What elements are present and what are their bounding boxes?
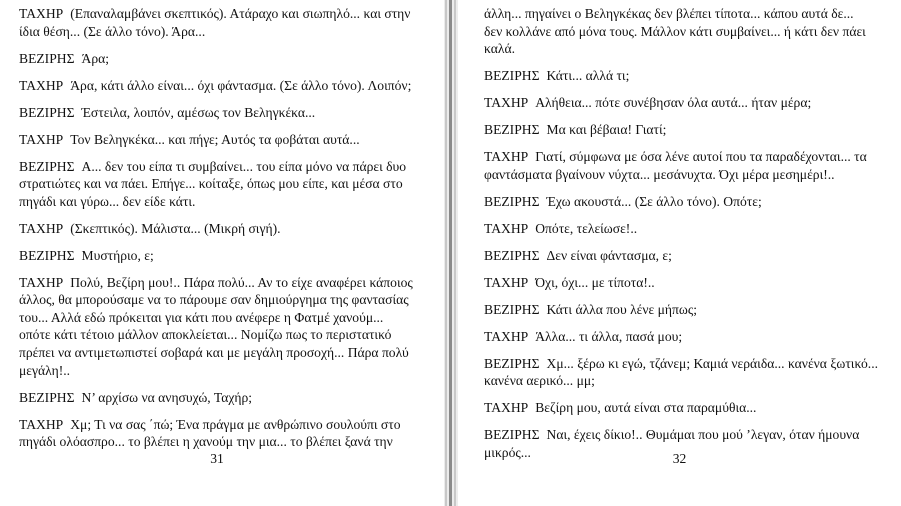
text-line [484, 247, 892, 265]
dialogue-paragraph [19, 220, 429, 238]
dialogue-paragraph [484, 94, 892, 112]
speaker-name: ΤΑΧΗΡ [19, 416, 64, 432]
speaker-name: ΒΕΖΙΡΗΣ [19, 247, 75, 263]
line-text: Κάτι άλλα που λένε μήπως; [546, 301, 697, 317]
page-gutter [444, 0, 458, 506]
speaker-name: ΒΕΖΙΡΗΣ [19, 50, 75, 66]
dialogue-paragraph [484, 328, 892, 346]
speaker-name: ΤΑΧΗΡ [19, 6, 64, 21]
text-line [19, 326, 429, 344]
line-text: Ναι, έχεις δίκιο!.. Θυμάμαι που μού ’λεγαν, όταν ήμουνα [546, 427, 860, 443]
dialogue-paragraph [484, 355, 892, 390]
text-line [484, 148, 892, 166]
text-line [19, 416, 429, 434]
line-text: πηγάδι και γύρω... δεν είδε κάτι. [19, 193, 196, 209]
dialogue-paragraph [19, 131, 429, 149]
speaker-name: ΒΕΖΙΡΗΣ [484, 355, 540, 371]
line-text: Έστειλα, λοιπόν, αμέσως τον Βεληγκέκα... [81, 104, 316, 120]
line-text: Δεν είναι φάντασμα, ε; [546, 247, 672, 263]
line-text: Κάτι... αλλά τι; [546, 68, 630, 84]
line-text: Όχι, όχι... με τίποτα!.. [535, 274, 655, 290]
text-line [19, 220, 429, 238]
line-text: Τον Βεληγκέκα... και πήγε; Αυτός τα φοβάται αυτά... [70, 131, 360, 147]
line-text: (Επαναλαμβάνει σκεπτικός). Ατάραχο και σιωπηλό... και στην [70, 6, 411, 21]
text-line [19, 50, 429, 68]
line-text: Αλήθεια... πότε συνέβησαν όλα αυτά... ήταν μέρα; [535, 95, 812, 111]
dialogue-paragraph [484, 193, 892, 211]
line-text: οπότε κάτι τέτοιο μάλλον αποκλείεται... Νομίζω πως το περιστατικό [19, 327, 392, 343]
text-line [484, 121, 892, 139]
line-text: Πολύ, Βεζίρη μου!.. Πάρα πολύ... Αν το είχε αναφέρει κάποιος [70, 274, 413, 290]
dialogue-paragraph [484, 67, 892, 85]
line-text: στρατιώτες και να πάει. Επήγε... κοίταξε, όπως μου είπε, και μέσα στο [19, 176, 403, 192]
speaker-name: ΤΑΧΗΡ [484, 400, 529, 416]
speaker-name: ΤΑΧΗΡ [19, 274, 64, 290]
speaker-name: ΤΑΧΗΡ [19, 131, 64, 147]
gutter-line [445, 0, 447, 506]
speaker-name: ΤΑΧΗΡ [484, 220, 529, 236]
text-line [484, 399, 892, 417]
line-text: Γιατί, σύμφωνα με όσα λένε αυτοί που τα παραδέχονται... τα [535, 149, 867, 165]
speaker-name: ΤΑΧΗΡ [484, 328, 529, 344]
speaker-name: ΒΕΖΙΡΗΣ [484, 427, 540, 443]
speaker-name: ΒΕΖΙΡΗΣ [484, 193, 540, 209]
dialogue-paragraph [19, 247, 429, 265]
text-line [484, 220, 892, 238]
speaker-name: ΤΑΧΗΡ [484, 95, 529, 111]
dialogue-paragraph [19, 416, 429, 451]
dialogue-paragraph [484, 301, 892, 319]
speaker-name: ΒΕΖΙΡΗΣ [484, 301, 540, 317]
speaker-name: ΤΑΧΗΡ [19, 220, 64, 236]
line-text: Άρα, κάτι άλλο είναι... όχι φάντασμα. (Σε άλλο τόνο). Λοιπόν; [70, 77, 412, 93]
dialogue-paragraph [484, 148, 892, 183]
text-line [19, 158, 429, 176]
line-text: Μυστήριο, ε; [81, 247, 154, 263]
text-line [19, 5, 429, 23]
text-line [484, 67, 892, 85]
line-text: πρέπει να αντιμετωπιστεί σοβαρά και με μεγάλη προσοχή... Πάρα πολύ [19, 345, 409, 361]
line-text: Βεζίρη μου, αυτά είναι στα παραμύθια... [535, 400, 757, 416]
text-line [19, 193, 429, 211]
dialogue-paragraph [484, 5, 892, 58]
speaker-name: ΒΕΖΙΡΗΣ [484, 122, 540, 138]
line-text: (Σκεπτικός). Μάλιστα... (Μικρή σιγή). [70, 220, 281, 236]
gutter-line [454, 0, 456, 506]
dialogue-paragraph [19, 104, 429, 122]
page-body [484, 5, 892, 471]
text-line [484, 166, 892, 184]
text-line [484, 274, 892, 292]
line-text: Άλλα... τι άλλα, πασά μου; [535, 328, 683, 344]
text-line [484, 5, 892, 23]
text-line [484, 40, 892, 58]
line-text: ίδια θέση... (Σε άλλο τόνο). Άρα... [19, 23, 206, 39]
page-number: 32 [672, 451, 687, 466]
speaker-name: ΒΕΖΙΡΗΣ [484, 68, 540, 84]
text-line [19, 104, 429, 122]
line-text: άλλη... πηγαίνει ο Βεληγκέκας δεν βλέπει τίποτα... κάπου αυτά δε... [484, 6, 854, 21]
dialogue-paragraph [484, 220, 892, 238]
dialogue-paragraph [484, 247, 892, 265]
line-text: δεν κολλάνε από μόνα τους. Μάλλον κάτι συμβαίνει... ή κάτι δεν πάει [484, 23, 866, 39]
text-line [19, 247, 429, 265]
dialogue-paragraph [19, 77, 429, 95]
line-text: μικρός... [484, 444, 531, 460]
text-line [19, 23, 429, 41]
line-text: άλλος, θα μπορούσαμε να το πάρουμε σαν δημιούργημα της φαντασίας [19, 292, 409, 308]
line-text: φαντάσματα βγαίνουν νύχτα... μεσάνυχτα. Όχι μέρα μεσημέρι!.. [484, 166, 835, 182]
speaker-name: ΤΑΧΗΡ [19, 77, 64, 93]
line-text: κανένα αερικό... μμ; [484, 373, 595, 389]
page-number: 31 [210, 451, 224, 466]
gutter-line [449, 0, 452, 506]
line-text: Χμ... ξέρω κι εγώ, τζάνεμ; Καμιά νεράιδα... κανένα ξωτικό... [546, 355, 878, 371]
speaker-name: ΤΑΧΗΡ [484, 274, 529, 290]
line-text: Έχω ακουστά... (Σε άλλο τόνο). Οπότε; [546, 193, 762, 209]
line-text: καλά. [484, 41, 515, 57]
text-line [484, 426, 892, 444]
text-line [19, 131, 429, 149]
page-body [19, 5, 429, 460]
text-line [19, 175, 429, 193]
dialogue-paragraph [484, 399, 892, 417]
text-line [19, 362, 429, 380]
line-text: μεγάλη!.. [19, 362, 71, 378]
page-left [0, 0, 444, 506]
speaker-name: ΒΕΖΙΡΗΣ [19, 158, 75, 174]
line-text: Μα και βέβαια! Γιατί; [546, 122, 667, 138]
text-line [19, 433, 429, 451]
text-line [19, 309, 429, 327]
dialogue-paragraph [19, 50, 429, 68]
text-line [484, 355, 892, 373]
line-text: Χμ; Τι να σας ΄πώ; Ένα πράγμα με ανθρώπινο σουλούπι στο [70, 416, 401, 432]
text-line [19, 274, 429, 292]
text-line [484, 301, 892, 319]
line-text: Ν’ αρχίσω να ανησυχώ, Ταχήρ; [81, 389, 253, 405]
dialogue-paragraph [19, 5, 429, 40]
text-line [484, 372, 892, 390]
dialogue-paragraph [19, 389, 429, 407]
text-line [19, 291, 429, 309]
text-line [19, 77, 429, 95]
dialogue-paragraph [484, 121, 892, 139]
text-line [19, 344, 429, 362]
line-text: Άρα; [81, 50, 109, 66]
line-text: πηγάδι ολόασπρο... το βλέπει η χανούμ την μια... το βλέπει ξανά την [19, 434, 393, 450]
line-text: Οπότε, τελείωσε!.. [535, 220, 638, 236]
speaker-name: ΒΕΖΙΡΗΣ [484, 247, 540, 263]
dialogue-paragraph [19, 158, 429, 211]
text-line [484, 23, 892, 41]
text-line [19, 389, 429, 407]
text-line [484, 193, 892, 211]
dialogue-paragraph [484, 274, 892, 292]
text-line [484, 94, 892, 112]
speaker-name: ΒΕΖΙΡΗΣ [19, 389, 75, 405]
dialogue-paragraph [19, 274, 429, 380]
page-right [458, 0, 901, 506]
speaker-name: ΤΑΧΗΡ [484, 149, 529, 165]
line-text: Α... δεν του είπα τι συμβαίνει... του είπα μόνο να πάρει δυο [81, 158, 407, 174]
speaker-name: ΒΕΖΙΡΗΣ [19, 104, 75, 120]
text-line [484, 328, 892, 346]
line-text: του... Αλλά εδώ πρόκειται για κάτι που ανέφερε η Φατμέ χανούμ... [19, 309, 384, 325]
